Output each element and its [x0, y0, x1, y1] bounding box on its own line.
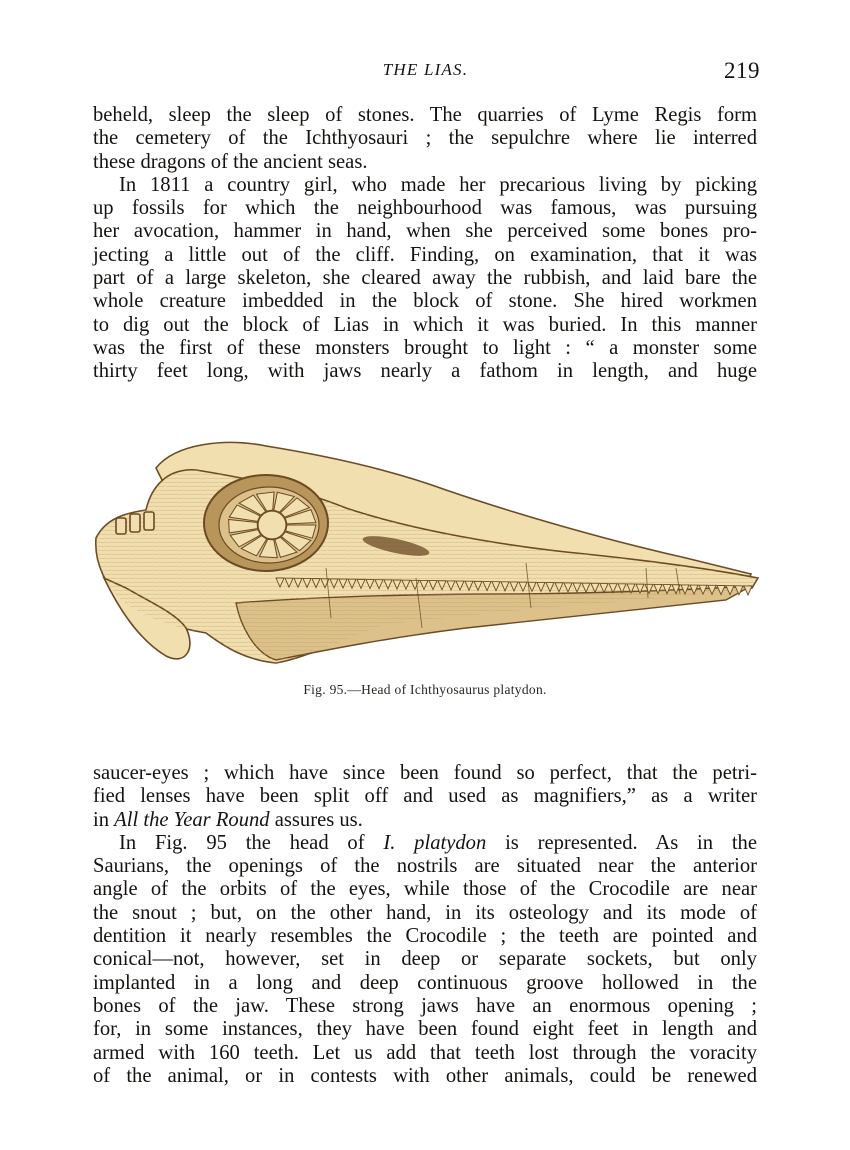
text-line: the snout ; but, on the other hand, in its osteology and its mode of [93, 901, 757, 924]
text-line: dentition it nearly resembles the Crocodile ; the teeth are pointed and [93, 925, 757, 948]
tooth [744, 586, 752, 595]
text-line: thirty feet long, with jaws nearly a fathom in length, and huge [93, 360, 757, 383]
text-line: up fossils for which the neighbourhood was famous, was pursuing [93, 197, 757, 220]
periodical-title: All the Year Round [114, 808, 270, 831]
species-name: I. platydon [383, 831, 487, 854]
text-line: Saurians, the openings of the nostrils are situated near the anterior [93, 855, 757, 878]
text-line: of the animal, or in contests with other animals, could be renewed [93, 1064, 757, 1087]
running-head [93, 58, 758, 88]
text-block-top [93, 104, 757, 384]
text-line: beheld, sleep the sleep of stones. The quarries of Lyme Regis form [93, 104, 757, 126]
text-line: her avocation, hammer in hand, when she perceived some bones pro- [93, 220, 757, 243]
text-line: armed with 160 teeth. Let us add that teeth lost through the voracity [93, 1041, 757, 1064]
text-line: angle of the orbits of the eyes, while those of the Crocodile are near [93, 878, 757, 901]
text-line: whole creature imbedded in the block of stone. She hired workmen [93, 290, 757, 313]
text-line: fied lenses have been split off and used as magnifiers,” as a writer [93, 785, 757, 808]
text-line: saucer-eyes ; which have since been found so perfect, that the petri- [93, 762, 757, 784]
text-line: to dig out the block of Lias in which it was buried. In this manner [93, 313, 757, 336]
skull-illustration [86, 428, 766, 673]
text-line: the cemetery of the Ichthyosauri ; the sepulchre where lie interred [93, 127, 757, 150]
text-line: conical—not, however, set in deep or separate sockets, but only [93, 948, 757, 971]
text-line: was the first of these monsters brought to light : “ a monster some [93, 336, 757, 359]
text-line: In 1811 a country girl, who made her precarious living by picking [119, 173, 757, 196]
figure-caption: Fig. 95.—Head of Ichthyosaurus platydon. [303, 682, 547, 697]
text-line: implanted in a long and deep continuous groove hollowed in the [93, 971, 757, 994]
text-line: part of a large skeleton, she cleared away the rubbish, and laid bare the [93, 267, 757, 290]
text-line: jecting a little out of the cliff. Finding, on examination, that it was [93, 243, 757, 266]
text-block-bottom [93, 762, 757, 1088]
text-line-with-species: In Fig. 95 the head of I. platydon is represented. As in the [119, 831, 757, 854]
text-line: bones of the jaw. These strong jaws have an enormous opening ; [93, 994, 757, 1017]
text-line: for, in some instances, they have been found eight feet in length and [93, 1018, 757, 1041]
running-title: THE LIAS. [382, 60, 469, 79]
eye-pupil [258, 511, 286, 539]
page-number: 219 [724, 58, 760, 83]
text-line-with-title: in All the Year Round assures us. [93, 808, 363, 831]
figure-ichthyosaurus-head [86, 428, 766, 673]
text-line: these dragons of the ancient seas. [93, 150, 368, 173]
